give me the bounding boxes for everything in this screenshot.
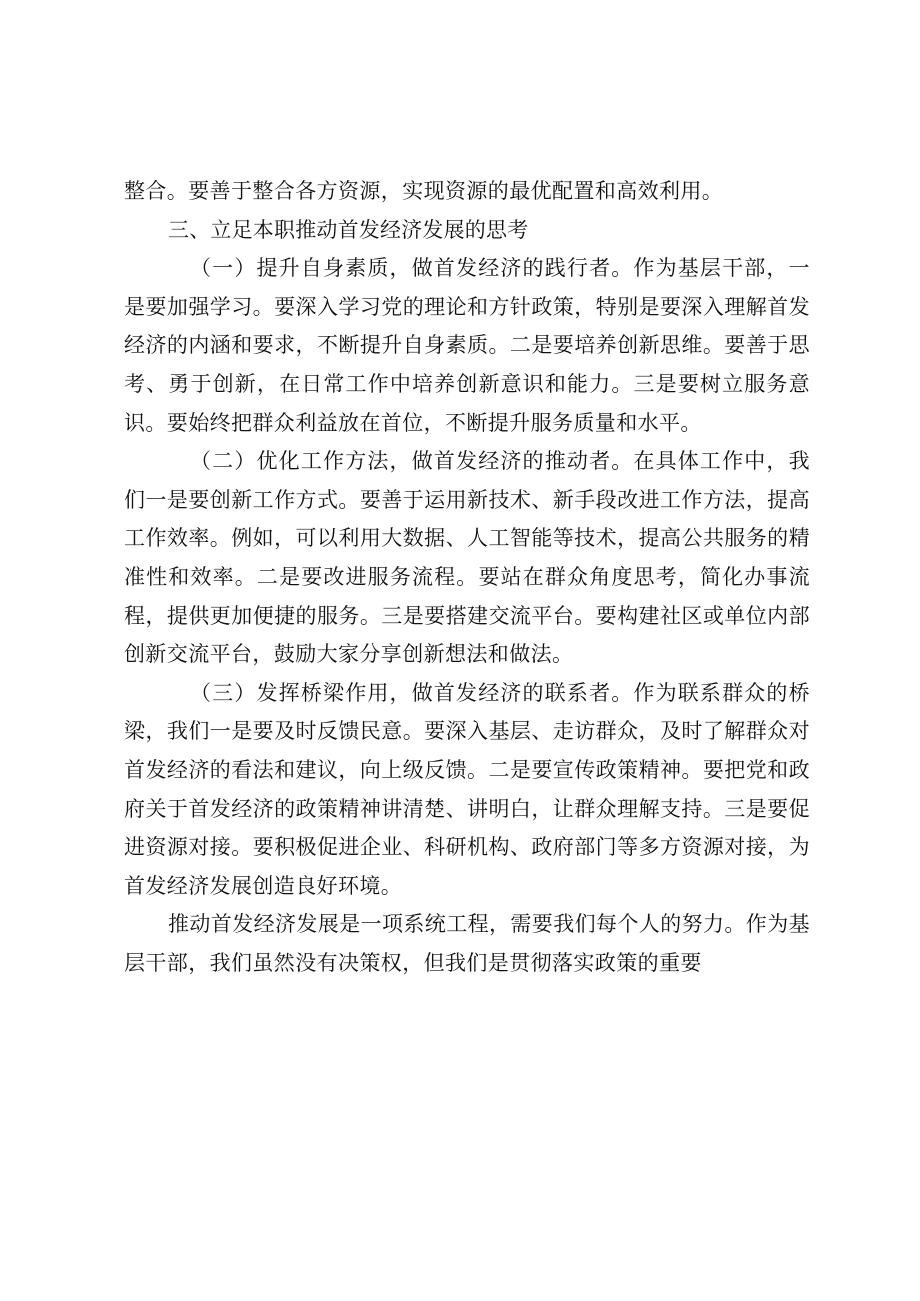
document-body: [124, 172, 810, 982]
paragraph-subsection-1: （一）提升自身素质，做首发经济的践行者。作为基层干部，一是要加强学习。要深入学习党的理论和方针政策，特别是要深入理解首发经济的内涵和要求，不断提升自身素质。二是要培养创新思维。要善于思考、勇于创新，在日常工作中培养创新意识和能力。三是要树立服务意识。要始终把群众利益放在首位，不断提升服务质量和水平。: [124, 256, 810, 435]
paragraph-continuation: 整合。要善于整合各方资源，实现资源的最优配置和高效利用。: [124, 179, 724, 203]
paragraph-subsection-2: （二）优化工作方法，做首发经济的推动者。在具体工作中，我们一是要创新工作方式。要善于运用新技术、新手段改进工作方法，提高工作效率。例如，可以利用大数据、人工智能等技术，提高公共服务的精准性和效率。二是要改进服务流程。要站在群众角度思考，简化办事流程，提供更加便捷的服务。三是要搭建交流平台。要构建社区或单位内部创新交流平台，鼓励大家分享创新想法和做法。: [124, 449, 810, 667]
section-heading: 三、立足本职推动首发经济发展的思考: [168, 217, 529, 242]
paragraph-conclusion: 推动首发经济发展是一项系统工程，需要我们每个人的努力。作为基层干部，我们虽然没有决策权，但我们是贯彻落实政策的重要: [124, 912, 810, 975]
paragraph-subsection-3: （三）发挥桥梁作用，做首发经济的联系者。作为联系群众的桥梁，我们一是要及时反馈民意。要深入基层、走访群众，及时了解群众对首发经济的看法和建议，向上级反馈。二是要宣传政策精神。要把党和政府关于首发经济的政策精神讲清楚、讲明白，让群众理解支持。三是要促进资源对接。要积极促进企业、科研机构、政府部门等多方资源对接，为首发经济发展创造良好环境。: [124, 680, 810, 898]
